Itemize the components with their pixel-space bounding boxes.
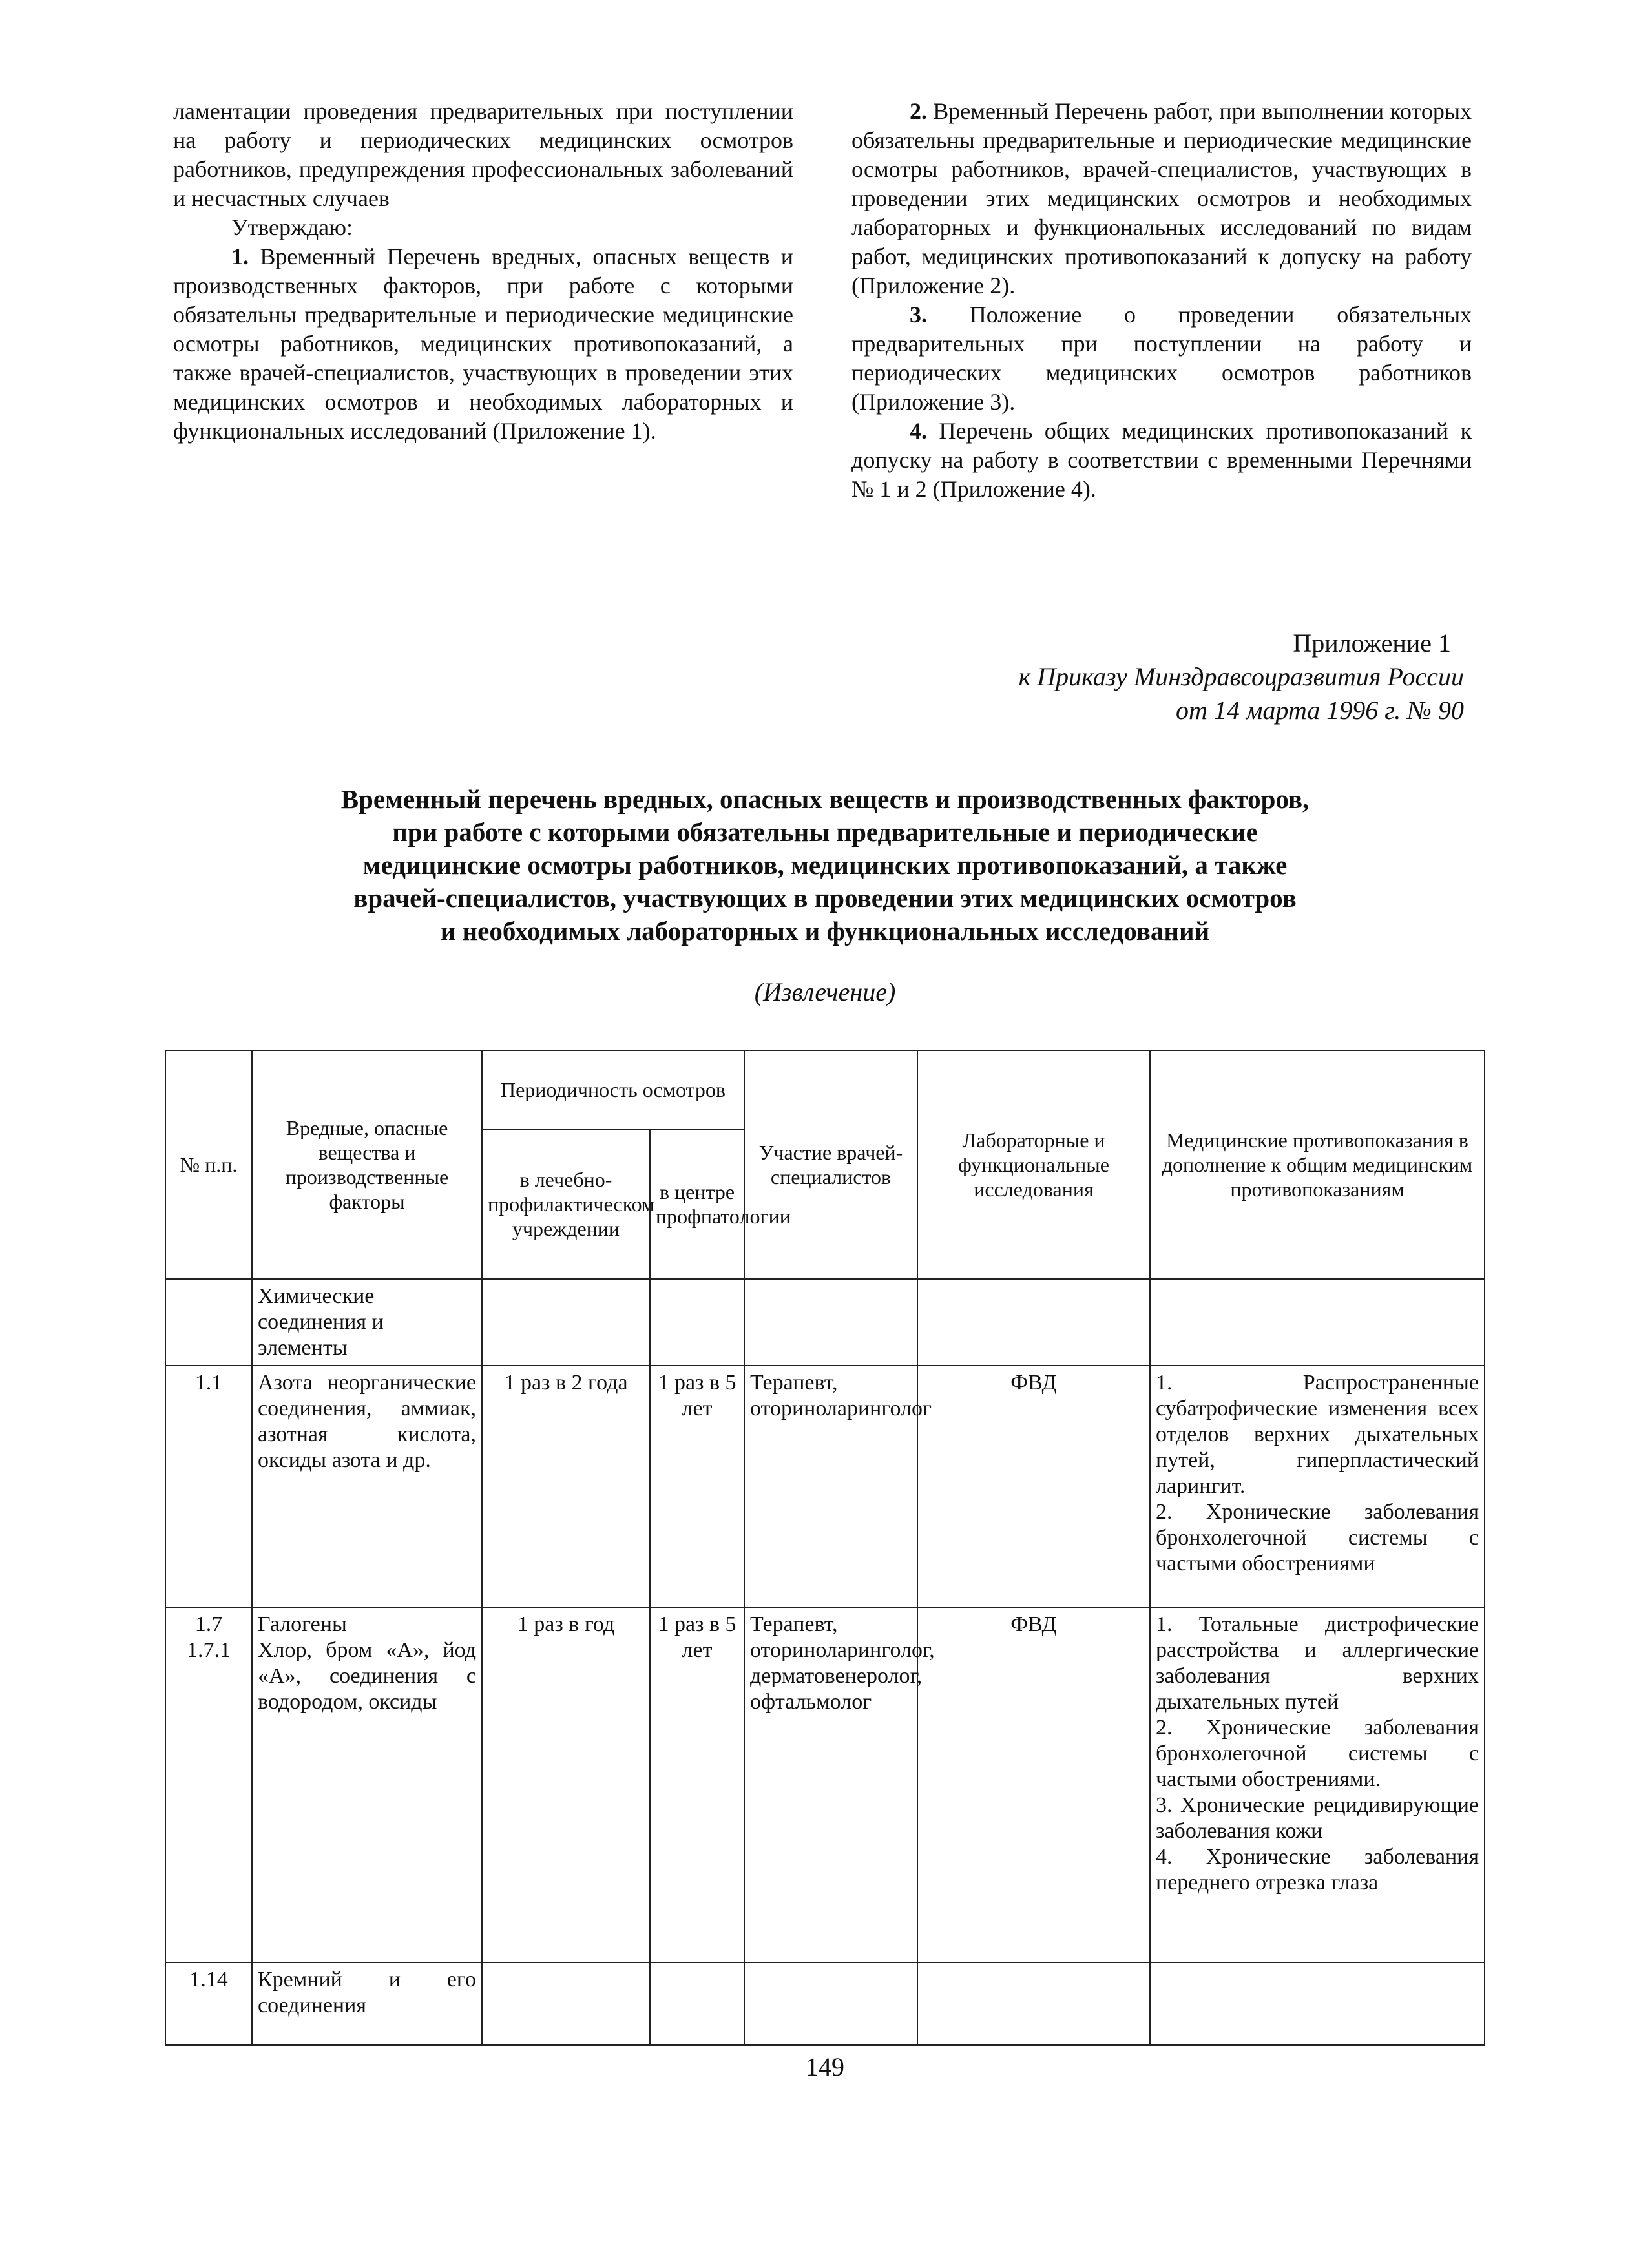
item-4-text: Перечень общих медицинских противопоказаний к допуску на работу в соответствии с временными Перечнями № 1 и 2 (Приложение 4). — [851, 418, 1472, 502]
contra-item: 1. Тотальные дистрофические расстройства и аллергические заболевания верхних дыхательных путей — [1156, 1612, 1479, 1714]
row-empty-cell — [482, 1962, 650, 2045]
item-1-number: 1. — [231, 244, 249, 269]
item-2-number: 2. — [910, 98, 927, 124]
header-periodicity: Периодичность осмотров — [482, 1050, 744, 1129]
item-4-number: 4. — [910, 418, 927, 444]
row-contraindications — [1150, 1607, 1485, 1962]
contra-item: 2. Хронические заболевания бронхолегочной системы с частыми обострениями — [1156, 1500, 1479, 1576]
row-lpu: 1 раз в 2 года — [482, 1366, 650, 1607]
section-empty-cell — [650, 1279, 744, 1366]
row-num — [165, 1607, 252, 1962]
approve-line: Утверждаю: — [231, 214, 353, 240]
row-lab: ФВД — [917, 1607, 1150, 1962]
row-num: 1.1 — [165, 1366, 252, 1607]
header-period-lpu: в лечебно-профилактическом учреждении — [482, 1129, 650, 1279]
contra-item: 1. Распространенные субатрофические изменения всех отделов верхних дыхательных путей, гиперпластический ларингит. — [1156, 1371, 1479, 1498]
page-number: 149 — [806, 2052, 844, 2081]
header-doctors: Участие врачей-специалистов — [744, 1050, 917, 1279]
table-row — [165, 1607, 1485, 1962]
item-3 — [851, 300, 1472, 417]
row-factor-group: Галогены — [258, 1612, 347, 1636]
header-factors: Вредные, опасные вещества и производственные факторы — [252, 1050, 482, 1279]
item-1 — [173, 242, 793, 446]
row-doctors: Терапевт, оториноларинголог, дерматовенеролог, офтальмолог — [744, 1607, 917, 1962]
section-title: Химические соединения и элементы — [252, 1279, 482, 1366]
row-lpu: 1 раз в год — [482, 1607, 650, 1962]
table-section-row — [165, 1279, 1485, 1366]
row-num-2: 1.7.1 — [187, 1638, 231, 1662]
row-factor: Азота неорганические соединения, аммиак, азотная кислота, оксиды азота и др. — [252, 1366, 482, 1607]
row-empty-cell — [917, 1962, 1150, 2045]
contra-item: 3. Хронические рецидивирующие заболевания кожи — [1156, 1793, 1479, 1843]
item-3-text: Положение о проведении обязательных предварительных при поступлении на работу и периодических медицинских осмотров работников (Приложение 3). — [851, 302, 1472, 415]
table-header-row — [165, 1050, 1485, 1129]
appendix-reference — [882, 627, 1464, 727]
table-row — [165, 1366, 1485, 1607]
title-line-3: медицинские осмотры работников, медицинских противопоказаний, а также — [362, 850, 1288, 880]
row-factor: Кремний и его соединения — [252, 1962, 482, 2045]
title-line-4: врачей-специалистов, участвующих в проведении этих медицинских осмотров — [353, 883, 1297, 913]
item-4 — [851, 417, 1472, 504]
section-empty-cell — [1150, 1279, 1485, 1366]
item-3-number: 3. — [910, 302, 927, 328]
row-empty-cell — [650, 1962, 744, 2045]
title-line-1: Временный перечень вредных, опасных веществ и производственных факторов, — [340, 784, 1310, 814]
row-contraindications — [1150, 1366, 1485, 1607]
factors-table — [165, 1050, 1485, 2046]
contra-item: 2. Хронические заболевания бронхолегочной системы с частыми обострениями. — [1156, 1716, 1479, 1791]
appendix-date: от 14 марта 1996 г. № 90 — [1175, 696, 1464, 725]
row-num-1: 1.7 — [194, 1612, 223, 1636]
section-num-cell — [165, 1279, 252, 1366]
title-line-5: и необходимых лабораторных и функциональных исследований — [440, 916, 1210, 946]
left-column — [173, 97, 793, 446]
header-contraindications: Медицинские противопоказания в дополнение к общим медицинским противопоказаниям — [1150, 1050, 1485, 1279]
row-center: 1 раз в 5 лет — [650, 1607, 744, 1962]
document-title — [169, 783, 1481, 948]
header-lab: Лабораторные и функциональные исследования — [917, 1050, 1150, 1279]
section-empty-cell — [482, 1279, 650, 1366]
item-2-text: Временный Перечень работ, при выполнении которых обязательны предварительные и периодические медицинские осмотры работников, врачей-специалистов, участвующих в проведении этих медицинских осмотров и необходимых лабораторных и функциональных исследований по видам работ, медицинских противопоказаний к допуску на работу (Приложение 2). — [851, 98, 1472, 298]
row-empty-cell — [1150, 1962, 1485, 2045]
row-factor-detail: Хлор, бром «А», йод «А», соединения с водородом, оксиды — [258, 1638, 476, 1714]
contra-item: 4. Хронические заболевания переднего отрезка глаза — [1156, 1845, 1479, 1895]
item-2 — [851, 97, 1472, 300]
title-line-2: при работе с которыми обязательны предварительные и периодические — [392, 817, 1258, 847]
right-column — [851, 97, 1472, 504]
appendix-title: Приложение 1 — [1293, 629, 1451, 658]
table-row — [165, 1962, 1485, 2045]
section-empty-cell — [917, 1279, 1150, 1366]
row-num: 1.14 — [165, 1962, 252, 2045]
row-empty-cell — [744, 1962, 917, 2045]
row-factor — [252, 1607, 482, 1962]
row-doctors: Терапевт, оториноларинголог — [744, 1366, 917, 1607]
row-center: 1 раз в 5 лет — [650, 1366, 744, 1607]
header-period-center: в центре профпатологии — [650, 1129, 744, 1279]
document-subtitle: (Извлечение) — [754, 977, 896, 1006]
row-lab: ФВД — [917, 1366, 1150, 1607]
header-num: № п.п. — [165, 1050, 252, 1279]
item-1-text: Временный Перечень вредных, опасных веществ и производственных факторов, при работе с которыми обязательны предварительные и периодические медицинские осмотры работников, медицинских противопоказаний, а также врачей-специалистов, участвующих в проведении этих медицинских осмотров и необходимых лабораторных и функциональных исследований (Приложение 1). — [173, 244, 793, 444]
section-empty-cell — [744, 1279, 917, 1366]
left-paragraph-1: ламентации проведения предварительных при поступлении на работу и периодических медицинских осмотров работников, предупреждения профессиональных заболеваний и несчастных случаев — [173, 98, 793, 211]
appendix-order: к Приказу Минздравсоцразвития России — [1018, 662, 1464, 691]
intro-columns — [169, 97, 1481, 575]
